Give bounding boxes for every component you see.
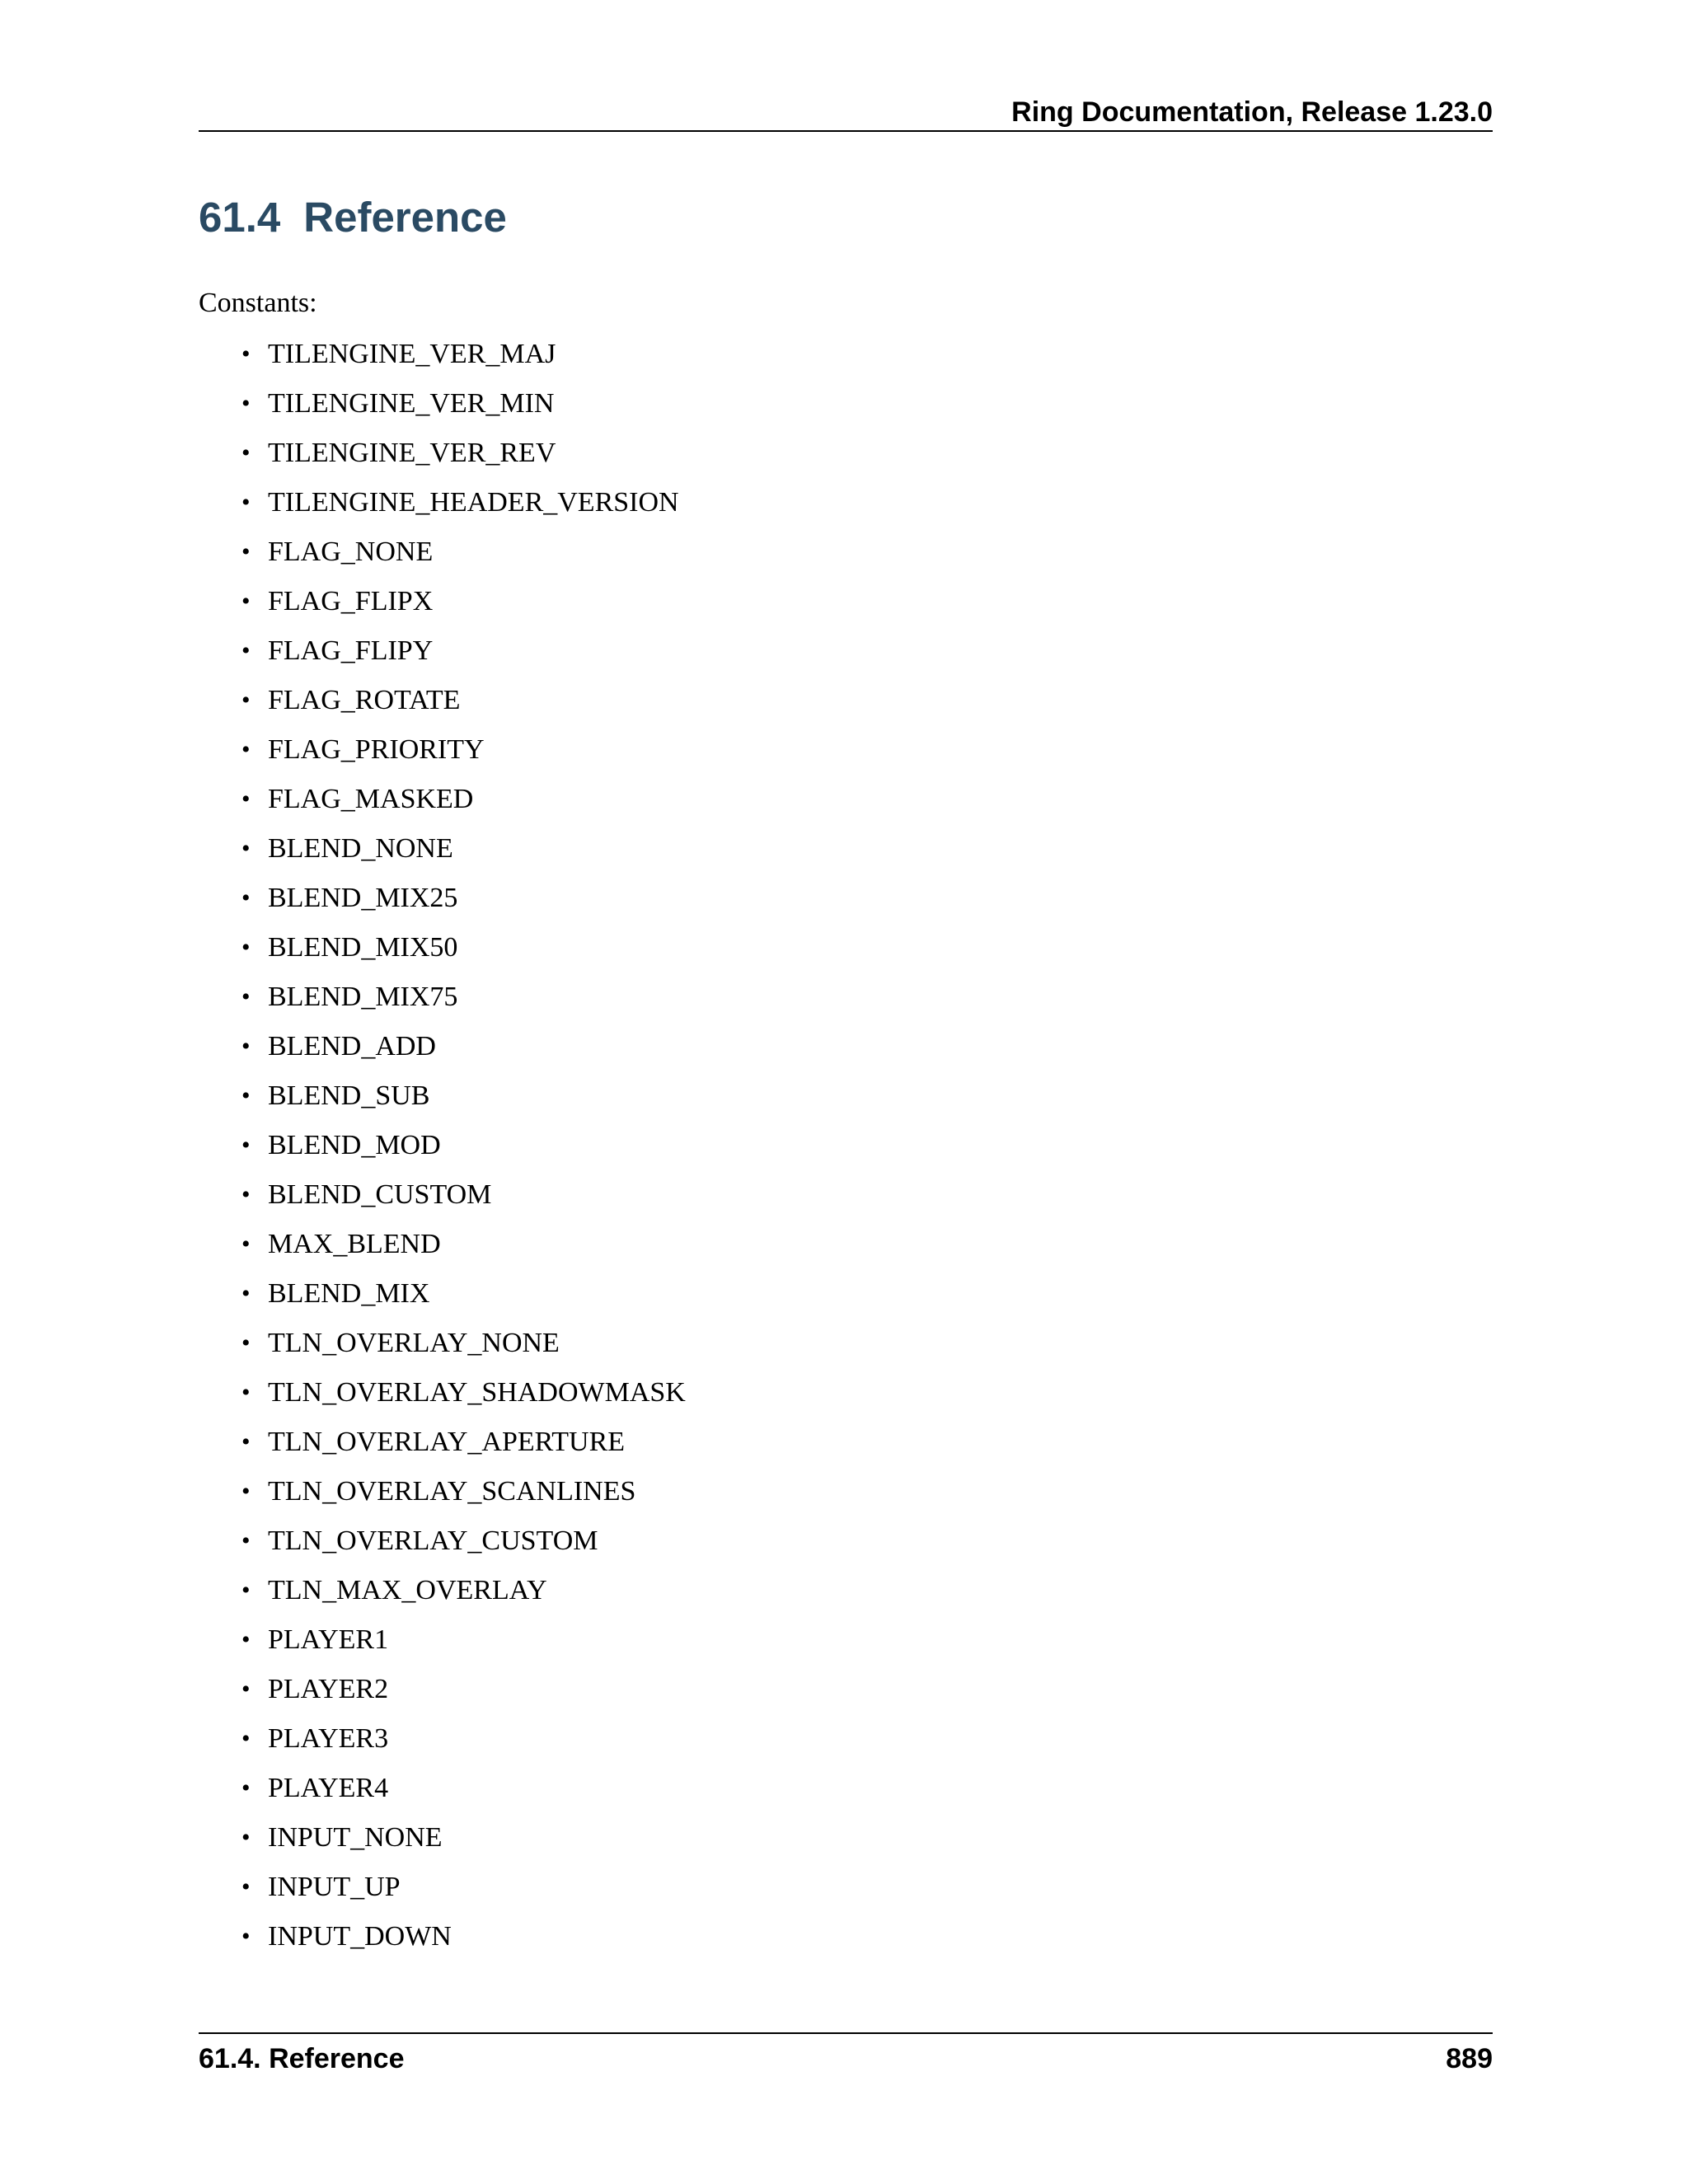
- bullet-icon: •: [241, 1033, 251, 1060]
- constant-name: FLAG_ROTATE: [268, 685, 461, 715]
- constant-name: PLAYER3: [268, 1723, 389, 1754]
- bullet-icon: •: [241, 1181, 251, 1208]
- constant-name: INPUT_NONE: [268, 1822, 443, 1853]
- bullet-icon: •: [241, 439, 251, 466]
- constant-name: BLEND_MOD: [268, 1130, 441, 1160]
- constant-name: TLN_OVERLAY_SHADOWMASK: [268, 1377, 686, 1408]
- constant-name: TILENGINE_VER_REV: [268, 438, 556, 468]
- footer-section-ref: 61.4. Reference: [199, 2043, 405, 2074]
- page-header: [199, 89, 1493, 132]
- bullet-icon: •: [241, 637, 251, 664]
- constant-name: BLEND_CUSTOM: [268, 1179, 492, 1210]
- bullet-icon: •: [241, 1626, 251, 1653]
- bullet-icon: •: [241, 884, 251, 912]
- constant-name: BLEND_MIX: [268, 1278, 430, 1309]
- bullet-icon: •: [241, 1577, 251, 1604]
- section-title-text: Reference: [303, 194, 507, 241]
- bullet-icon: •: [241, 736, 251, 763]
- bullet-icon: •: [241, 538, 251, 565]
- constant-name: BLEND_ADD: [268, 1031, 436, 1062]
- constant-name: FLAG_FLIPY: [268, 635, 434, 666]
- constant-name: FLAG_PRIORITY: [268, 734, 485, 765]
- bullet-icon: •: [241, 390, 251, 417]
- constant-name: TLN_OVERLAY_SCANLINES: [268, 1476, 636, 1507]
- constant-name: INPUT_DOWN: [268, 1921, 452, 1952]
- constant-name: PLAYER4: [268, 1773, 389, 1803]
- constant-name: TLN_OVERLAY_APERTURE: [268, 1427, 626, 1457]
- section-number: 61.4: [199, 194, 281, 241]
- constant-name: BLEND_MIX75: [268, 982, 458, 1012]
- constant-name: BLEND_MIX50: [268, 932, 458, 963]
- constant-name: BLEND_NONE: [268, 833, 453, 864]
- section-title: [199, 191, 507, 244]
- bullet-icon: •: [241, 934, 251, 961]
- constant-name: FLAG_MASKED: [268, 784, 474, 814]
- bullet-icon: •: [241, 489, 251, 516]
- constants-intro: Constants:: [199, 288, 317, 318]
- bullet-icon: •: [241, 1725, 251, 1752]
- constant-name: FLAG_NONE: [268, 537, 434, 567]
- constant-name: FLAG_FLIPX: [268, 586, 434, 616]
- page-footer: [199, 2032, 1493, 2083]
- constant-name: PLAYER1: [268, 1624, 389, 1655]
- bullet-icon: •: [241, 340, 251, 368]
- bullet-icon: •: [241, 1923, 251, 1950]
- bullet-icon: •: [241, 1132, 251, 1159]
- bullet-icon: •: [241, 687, 251, 714]
- constant-name: INPUT_UP: [268, 1872, 401, 1902]
- bullet-icon: •: [241, 1527, 251, 1554]
- bullet-icon: •: [241, 1675, 251, 1703]
- constant-name: BLEND_SUB: [268, 1080, 430, 1111]
- bullet-icon: •: [241, 983, 251, 1010]
- constant-name: TILENGINE_VER_MAJ: [268, 339, 556, 369]
- constant-name: TLN_OVERLAY_CUSTOM: [268, 1526, 598, 1556]
- bullet-icon: •: [241, 835, 251, 862]
- constant-name: TLN_MAX_OVERLAY: [268, 1575, 547, 1605]
- bullet-icon: •: [241, 1329, 251, 1357]
- page-number: 889: [1446, 2043, 1493, 2074]
- bullet-icon: •: [241, 1280, 251, 1307]
- bullet-icon: •: [241, 1824, 251, 1851]
- bullet-icon: •: [241, 1873, 251, 1900]
- constant-name: TILENGINE_VER_MIN: [268, 388, 555, 419]
- constant-name: PLAYER2: [268, 1674, 389, 1704]
- constant-name: MAX_BLEND: [268, 1229, 441, 1259]
- bullet-icon: •: [241, 1082, 251, 1109]
- bullet-icon: •: [241, 785, 251, 813]
- running-title: Ring Documentation, Release 1.23.0: [1011, 96, 1493, 128]
- bullet-icon: •: [241, 1428, 251, 1455]
- bullet-icon: •: [241, 1230, 251, 1258]
- bullet-icon: •: [241, 1774, 251, 1802]
- bullet-icon: •: [241, 588, 251, 615]
- constant-name: TLN_OVERLAY_NONE: [268, 1328, 560, 1358]
- constant-name: TILENGINE_HEADER_VERSION: [268, 487, 679, 518]
- bullet-icon: •: [241, 1478, 251, 1505]
- constant-name: BLEND_MIX25: [268, 883, 458, 913]
- bullet-icon: •: [241, 1379, 251, 1406]
